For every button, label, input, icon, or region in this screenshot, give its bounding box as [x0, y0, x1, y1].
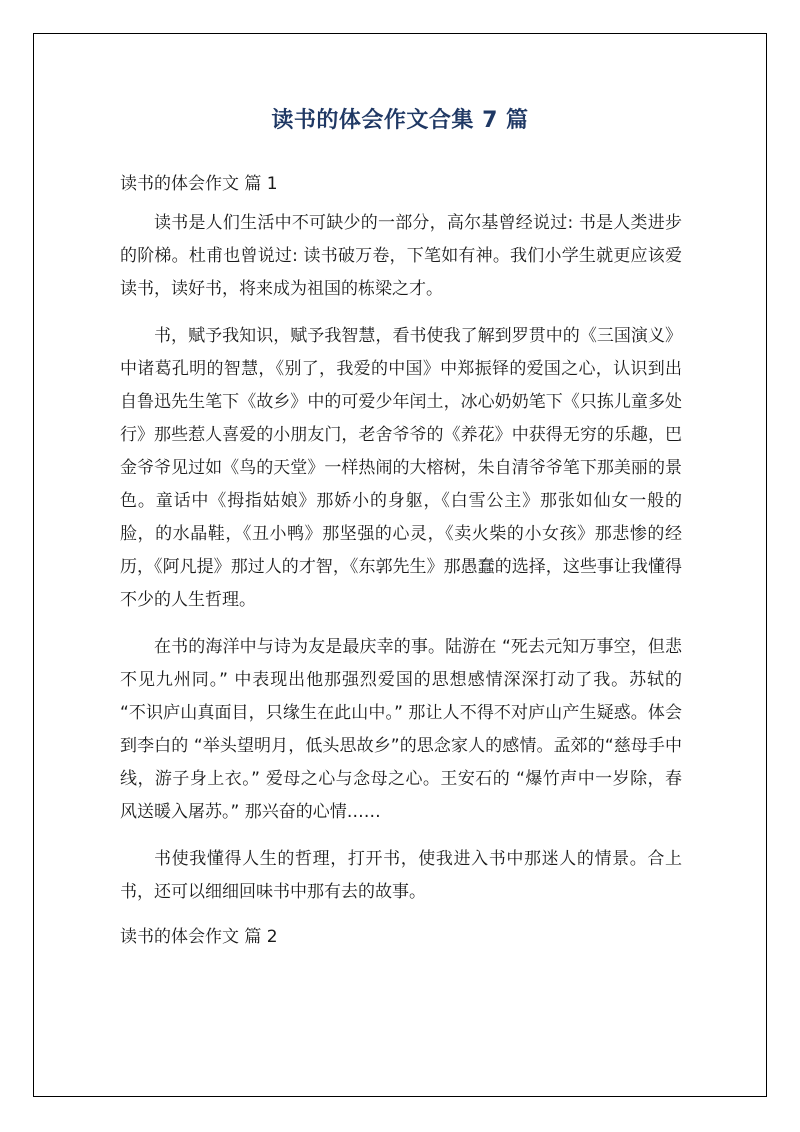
section-heading-2: 读书的体会作文 篇 2	[120, 927, 278, 947]
paragraph-2: 书，赋予我知识，赋予我智慧，看书使我了解到罗贯中的《三国演义》中诸葛孔明的智慧，《别了，我爱的中国》中郑振铎的爱国之心，认识到出自鲁迅先生笔下《故乡》中的可爱少年闰土，冰心奶奶笔下《只拣儿童多处行》那些惹人喜爱的小朋友门，老舍爷爷的《养花》中获得无穷的乐趣，巴金爷爷见过如《鸟的天堂》一样热闹的大榕树，朱自清爷爷笔下那美丽的景色。童话中《拇指姑娘》那娇小的身躯，《白雪公主》那张如仙女一般的脸，的水晶鞋，《丑小鸭》那坚强的心灵，《卖火柴的小女孩》那悲惨的经历，《阿凡提》那过人的才智，《东郭先生》那愚蠢的选择，这些事让我懂得不少的人生哲理。	[120, 326, 682, 610]
paragraph-1: 读书是人们生活中不可缺少的一部分，高尔基曾经说过: 书是人类进步的阶梯。杜甫也曾说过: 读书破万卷，下笔如有神。我们小学生就更应该爱读书，读好书，将来成为祖国的栋梁之才。	[120, 213, 682, 299]
document-title: 读书的体会作文合集 7 篇	[271, 108, 529, 133]
section-heading-1: 读书的体会作文 篇 1	[120, 174, 278, 194]
document-body	[120, 170, 682, 951]
paragraph-4: 书使我懂得人生的哲理，打开书，使我进入书中那迷人的情景。合上书，还可以细细回味书中那有去的故事。	[120, 849, 682, 902]
paragraph-3: 在书的海洋中与诗为友是最庆幸的事。陆游在 “死去元知万事空，但悲不见九州同。” 中表现出他那强烈爱国的思想感情深深打动了我。苏轼的 “不识庐山真面目，只缘生在此山中。” 那让人不得不对庐山产生疑惑。体会到李白的 “举头望明月，低头思故乡”的思念家人的感情。孟郊的“慈母手中线，游子身上衣。” 爱母之心与念母之心。王安石的 “爆竹声中一岁除，春风送暖入屠苏。” 那兴奋的心情……	[120, 637, 682, 822]
